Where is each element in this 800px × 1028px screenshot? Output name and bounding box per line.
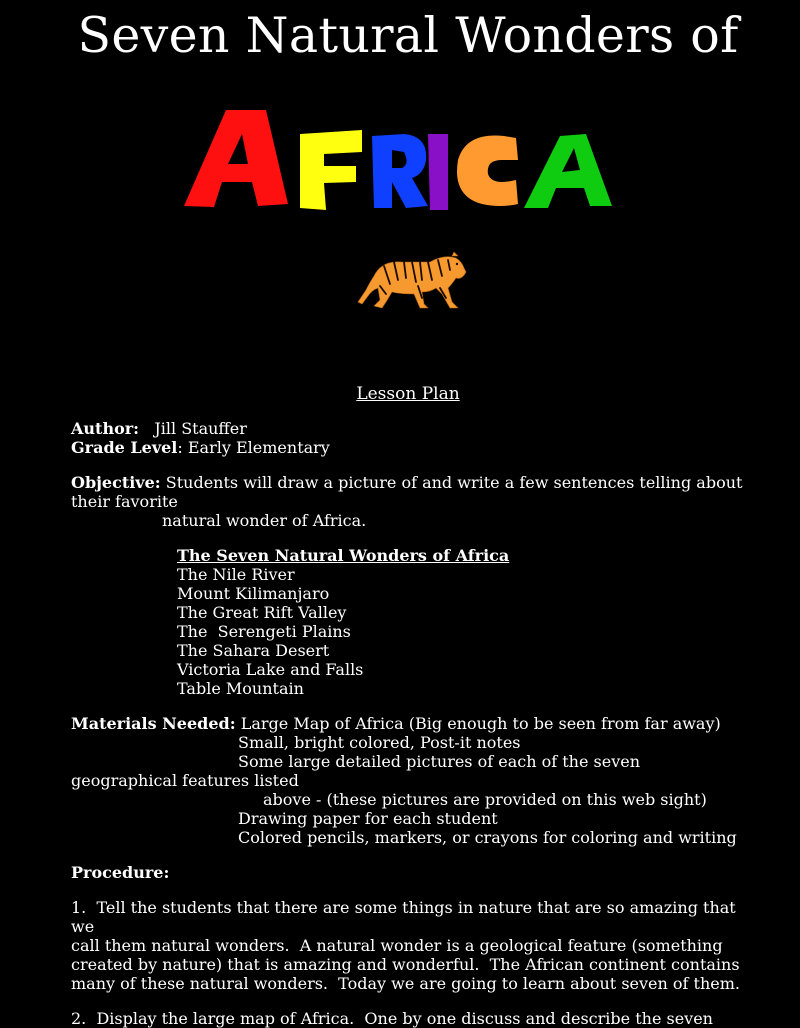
wonders-list	[71, 546, 751, 698]
logo-letter-f-yellow	[300, 130, 362, 210]
grade-line	[71, 438, 751, 457]
objective-line	[71, 473, 751, 511]
procedure-step-1-continued: call them natural wonders. A natural wonder is a geological feature (something created by nature) that is amazing and wonderful. The African continent contains many of these natural wonders. Today we are going to learn about seven of them.	[71, 936, 745, 993]
author-value: Jill Stauffer	[154, 419, 247, 438]
wonder-item: Victoria Lake and Falls	[177, 660, 364, 679]
procedure-step-1: 1. Tell the students that there are some things in nature that are so amazing that we	[71, 898, 741, 936]
lesson-plan-heading: Lesson Plan	[356, 384, 460, 404]
lesson-content	[71, 383, 751, 1028]
grade-label: Grade Level	[71, 438, 178, 457]
logo-letter-a-green	[524, 134, 612, 208]
wonder-item: The Nile River	[177, 565, 295, 584]
logo-letter-r-blue	[372, 134, 428, 208]
wonder-item: Table Mountain	[177, 679, 304, 698]
author-label: Author:	[71, 419, 140, 438]
procedure-step-2: 2. Display the large map of Africa. One by one discuss and describe the seven	[71, 1009, 713, 1028]
material-item: Drawing paper for each student	[238, 809, 498, 828]
procedure-label-text: Procedure:	[71, 863, 170, 882]
materials-label: Materials Needed:	[71, 714, 236, 733]
wonders-title: The Seven Natural Wonders of Africa	[177, 546, 510, 565]
grade-value: : Early Elementary	[177, 438, 330, 457]
logo-letter-a-red	[184, 110, 288, 207]
material-item-wrap: geographical features listed	[71, 771, 299, 790]
objective-label: Objective:	[71, 473, 161, 492]
material-item: Colored pencils, markers, or crayons for coloring and writing	[238, 828, 737, 847]
material-item: Large Map of Africa (Big enough to be seen from far away)	[235, 714, 721, 733]
wonder-item: The Serengeti Plains	[177, 622, 351, 641]
logo-letter-c-orange	[457, 136, 518, 207]
material-item: Some large detailed pictures of each of the seven	[238, 752, 641, 771]
materials-line	[71, 714, 751, 733]
material-item-wrap: above - (these pictures are provided on this web sight)	[263, 790, 707, 809]
objective-text: Students will draw a picture of and write a few sentences telling about their favorite	[71, 473, 743, 511]
tiger-icon	[356, 250, 470, 312]
page-title: Seven Natural Wonders of	[77, 7, 739, 64]
africa-logo	[176, 100, 621, 218]
wonder-item: Mount Kilimanjaro	[177, 584, 330, 603]
author-line	[71, 419, 751, 438]
wonder-item: The Great Rift Valley	[177, 603, 347, 622]
procedure-label	[71, 863, 751, 882]
objective-continued: natural wonder of Africa.	[162, 511, 367, 530]
wonder-item: The Sahara Desert	[177, 641, 330, 660]
material-item: Small, bright colored, Post-it notes	[238, 733, 521, 752]
logo-letter-i-purple	[428, 134, 448, 210]
